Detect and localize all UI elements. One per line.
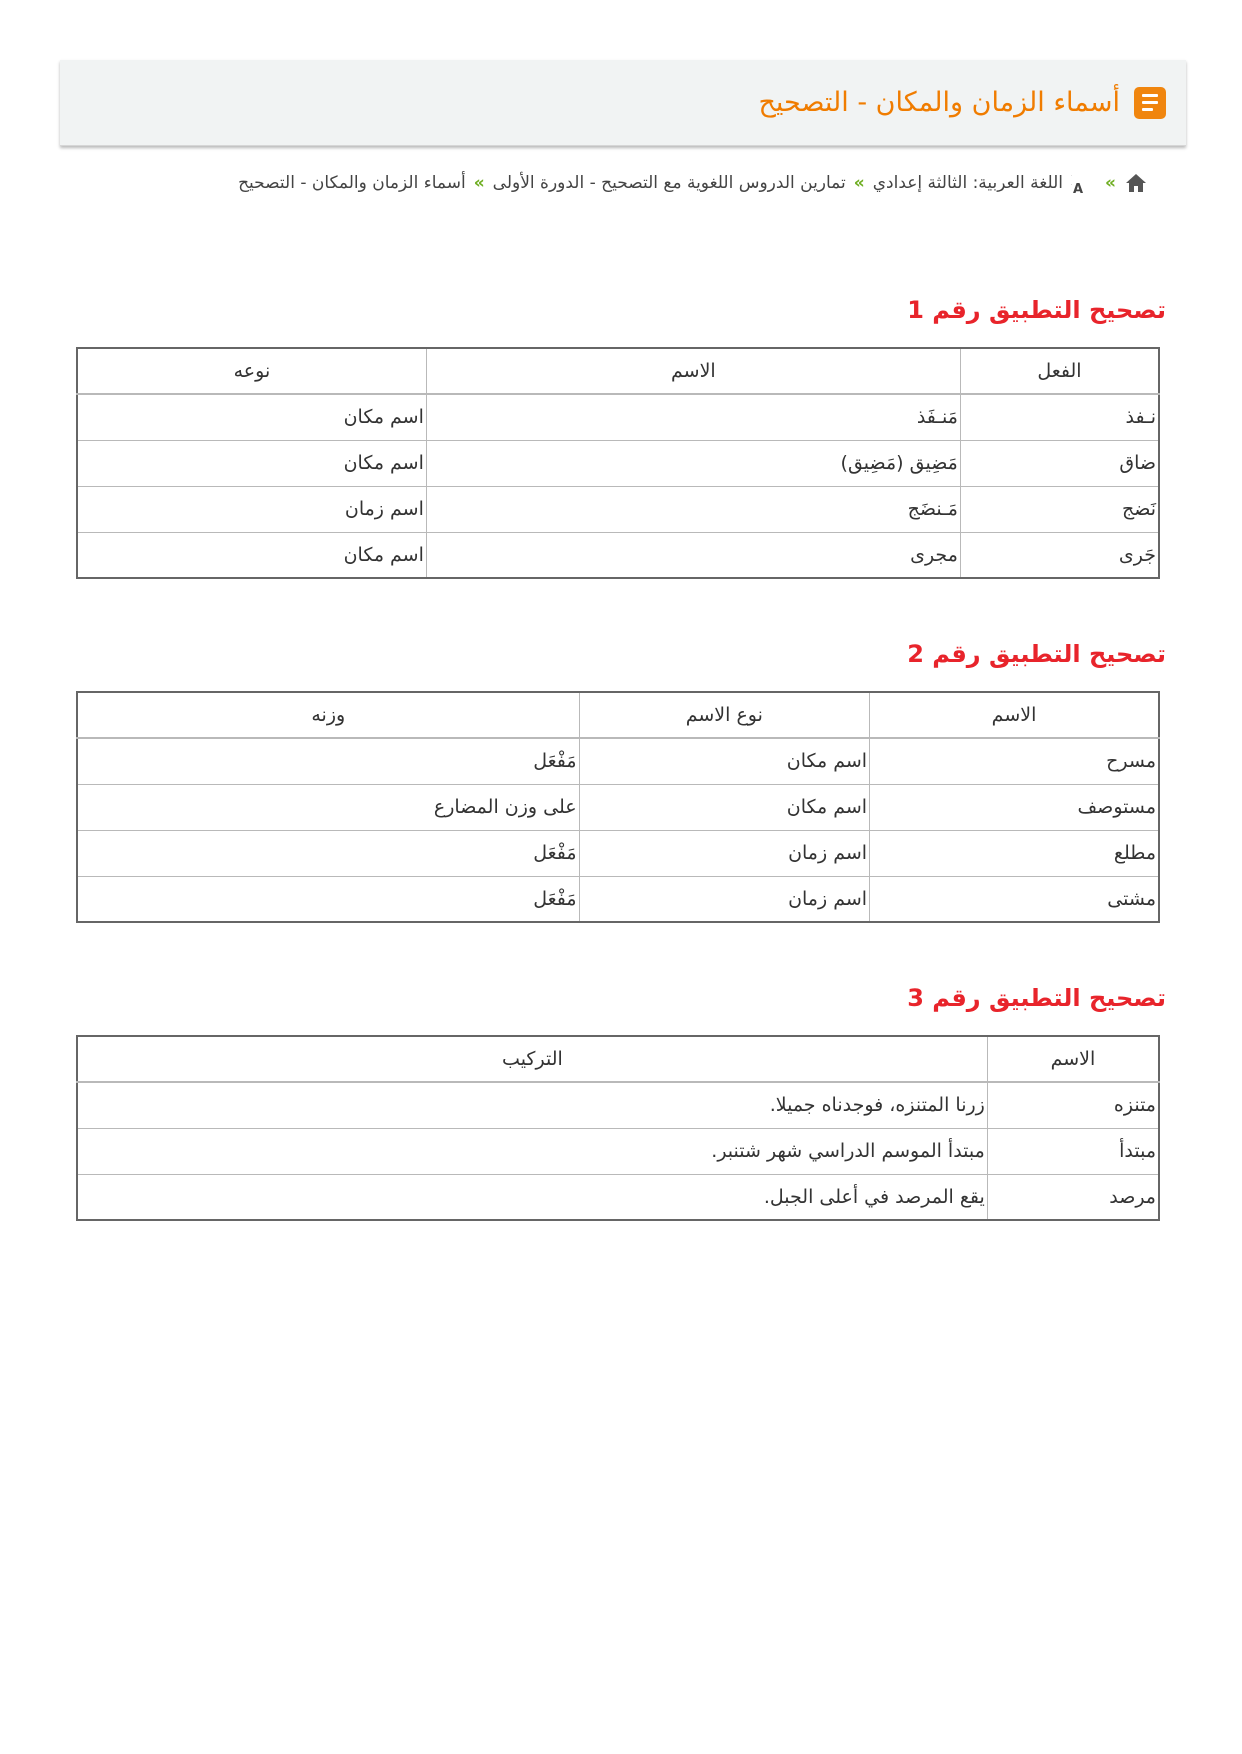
svg-text:A: A — [1072, 182, 1084, 195]
table-cell: مَفْعَل — [77, 830, 579, 876]
table-header-row — [77, 692, 1159, 738]
column-header: وزنه — [77, 692, 579, 738]
table-header-row — [77, 348, 1159, 394]
table-row — [77, 876, 1159, 922]
table-cell: اسم مكان — [77, 440, 426, 486]
table-row — [77, 532, 1159, 578]
table-cell: مشتى — [870, 876, 1159, 922]
table-cell: مجرى — [426, 532, 960, 578]
section-heading-3: تصحيح التطبيق رقم 3 — [907, 984, 1166, 1012]
translate-icon — [1071, 171, 1097, 195]
table-cell: مسرح — [870, 738, 1159, 784]
column-header: الاسم — [426, 348, 960, 394]
table-cell: اسم زمان — [579, 876, 869, 922]
breadcrumb-item-grade[interactable]: اللغة العربية: الثالثة إعدادي — [872, 173, 1064, 193]
table-cell: مرصد — [987, 1174, 1159, 1220]
table-exercise-1 — [76, 347, 1160, 579]
table-row — [77, 1128, 1159, 1174]
table-exercise-2 — [76, 691, 1160, 923]
section-heading-2: تصحيح التطبيق رقم 2 — [907, 640, 1166, 668]
table-cell: اسم مكان — [579, 738, 869, 784]
document-icon — [1134, 87, 1166, 119]
column-header: نوع الاسم — [579, 692, 869, 738]
table-cell: زرنا المتنزه، فوجدناه جميلا. — [77, 1082, 987, 1128]
home-icon[interactable] — [1124, 172, 1148, 194]
table-exercise-3 — [76, 1035, 1160, 1221]
breadcrumb-separator: » — [853, 173, 865, 193]
table-cell: جَرى — [960, 532, 1159, 578]
breadcrumb-separator: » — [1105, 173, 1116, 193]
table-header-row — [77, 1036, 1159, 1082]
breadcrumb-separator: » — [473, 173, 485, 193]
table-cell: مبتدأ الموسم الدراسي شهر شتنبر. — [77, 1128, 987, 1174]
table-cell: نـفذ — [960, 394, 1159, 440]
section-heading-1: تصحيح التطبيق رقم 1 — [907, 296, 1166, 324]
table-cell: مطلع — [870, 830, 1159, 876]
table-row — [77, 1082, 1159, 1128]
table-cell: مستوصف — [870, 784, 1159, 830]
table-row — [77, 830, 1159, 876]
page-title: أسماء الزمان والمكان - التصحيح — [758, 87, 1120, 118]
table-cell: على وزن المضارع — [77, 784, 579, 830]
breadcrumb-item-current: أسماء الزمان والمكان - التصحيح — [238, 173, 466, 193]
table-row — [77, 440, 1159, 486]
breadcrumb-item-exercises[interactable]: تمارين الدروس اللغوية مع التصحيح - الدورة الأولى — [492, 173, 846, 193]
table-cell: متنزه — [987, 1082, 1159, 1128]
table-cell: اسم زمان — [579, 830, 869, 876]
table-row — [77, 486, 1159, 532]
column-header: التركيب — [77, 1036, 987, 1082]
table-row — [77, 1174, 1159, 1220]
column-header: الفعل — [960, 348, 1159, 394]
table-cell: يقع المرصد في أعلى الجبل. — [77, 1174, 987, 1220]
column-header: نوعه — [77, 348, 426, 394]
page-header — [60, 60, 1186, 146]
table-cell: اسم مكان — [77, 394, 426, 440]
table-cell: مَنـفَذ — [426, 394, 960, 440]
table-row — [77, 738, 1159, 784]
table-cell: مَفْعَل — [77, 738, 579, 784]
table-cell: مَـنضَج — [426, 486, 960, 532]
table-cell: اسم زمان — [77, 486, 426, 532]
column-header: الاسم — [987, 1036, 1159, 1082]
table-cell: ضاق — [960, 440, 1159, 486]
breadcrumb — [238, 168, 1148, 198]
table-row — [77, 394, 1159, 440]
svg-text:文 — [1071, 173, 1072, 188]
table-cell: اسم مكان — [77, 532, 426, 578]
table-cell: مبتدأ — [987, 1128, 1159, 1174]
column-header: الاسم — [870, 692, 1159, 738]
table-cell: مَضِيق (مَضِيق) — [426, 440, 960, 486]
table-cell: اسم مكان — [579, 784, 869, 830]
table-cell: نَضج — [960, 486, 1159, 532]
table-cell: مَفْعَل — [77, 876, 579, 922]
table-row — [77, 784, 1159, 830]
